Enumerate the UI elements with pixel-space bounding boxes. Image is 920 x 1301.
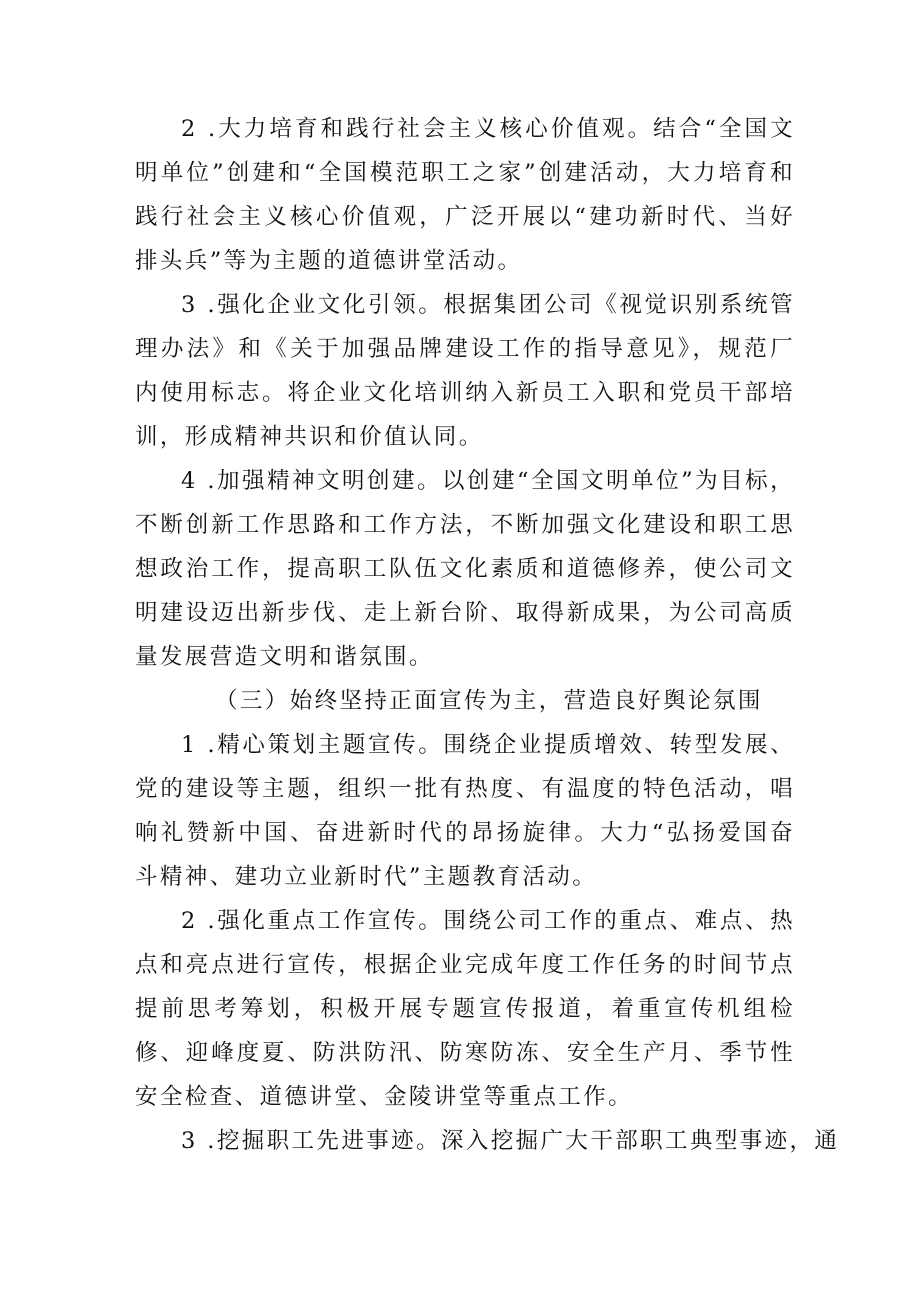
paragraph-item-2: 2 .大力培育和践行社会主义核心价值观。结合“全国文明单位”创建和“全国模范职工之家”创建活动，大力培育和践行社会主义核心价值观，广泛开展以“建功新时代、当好排头兵”等为主题的道德讲堂活动。 — [135, 116, 795, 274]
paragraph-sub-3: 3 .挖掘职工先进事迹。深入挖掘广大干部职工典型事迹，通 — [181, 1128, 840, 1154]
paragraph-item-4: 4 .加强精神文明创建。以创建“全国文明单位”为目标，不断创新工作思路和工作方法，不断加强文化建设和职工思想政治工作，提高职工队伍文化素质和道德修养，使公司文明建设迈出新步伐、走上新台阶、取得新成果，为公司高质量发展营造文明和谐氛围。 — [135, 468, 795, 670]
paragraph-sub-2: 2 .强化重点工作宣传。围绕公司工作的重点、难点、热点和亮点进行宣传，根据企业完成年度工作任务的时间节点提前思考筹划，积极开展专题宣传报道，着重宣传机组检修、迎峰度夏、防洪防汛、防寒防冻、安全生产月、季节性安全检查、道德讲堂、金陵讲堂等重点工作。 — [135, 908, 795, 1110]
paragraph-sub-1: 1 .精心策划主题宣传。围绕企业提质增效、转型发展、党的建设等主题，组织一批有热度、有温度的特色活动，唱响礼赞新中国、奋进新时代的昂扬旋律。大力“弘扬爱国奋斗精神、建功立业新时代”主题教育活动。 — [135, 732, 795, 890]
paragraph-item-3: 3 .强化企业文化引领。根据集团公司《视觉识别系统管理办法》和《关于加强品牌建设工作的指导意见》，规范厂内使用标志。将企业文化培训纳入新员工入职和党员干部培训，形成精神共识和价值认同。 — [135, 292, 795, 450]
section-heading: （三）始终坚持正面宣传为主，营造良好舆论氛围 — [215, 688, 763, 714]
